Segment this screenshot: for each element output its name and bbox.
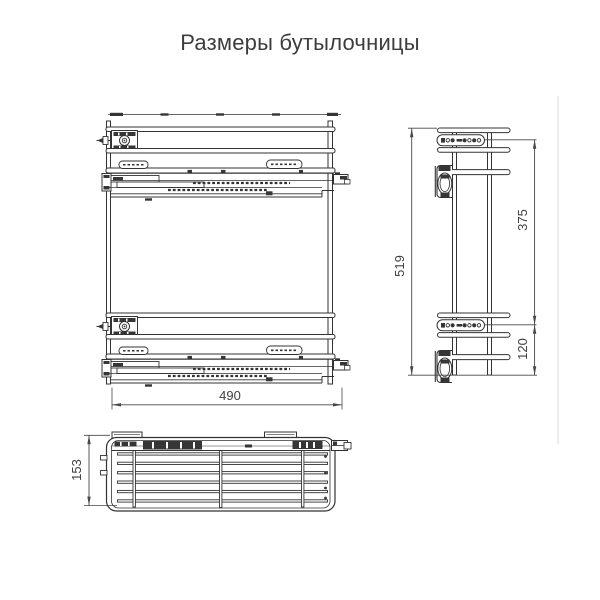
right-post (328, 121, 333, 384)
dim-519 (392, 128, 414, 375)
dim-label-total-height: 519 (391, 255, 407, 277)
plan-right-bracket (332, 441, 352, 451)
left-clip (101, 456, 108, 461)
dim-label-width: 490 (219, 388, 241, 403)
page-title: Размеры бутылочницы (180, 30, 420, 55)
dim-label-depth: 153 (68, 459, 84, 481)
plan-view (69, 432, 351, 511)
dim-120 (515, 325, 537, 375)
side-post (453, 130, 457, 375)
dim-375 (515, 140, 537, 325)
left-clip (101, 471, 108, 476)
dim-label-lower-height: 120 (514, 338, 530, 360)
side-view (392, 128, 537, 383)
front-view (97, 113, 351, 410)
dim-490 (112, 388, 342, 410)
dim-label-upper-height: 375 (514, 209, 530, 231)
left-post (107, 121, 111, 384)
side-post (488, 130, 492, 375)
